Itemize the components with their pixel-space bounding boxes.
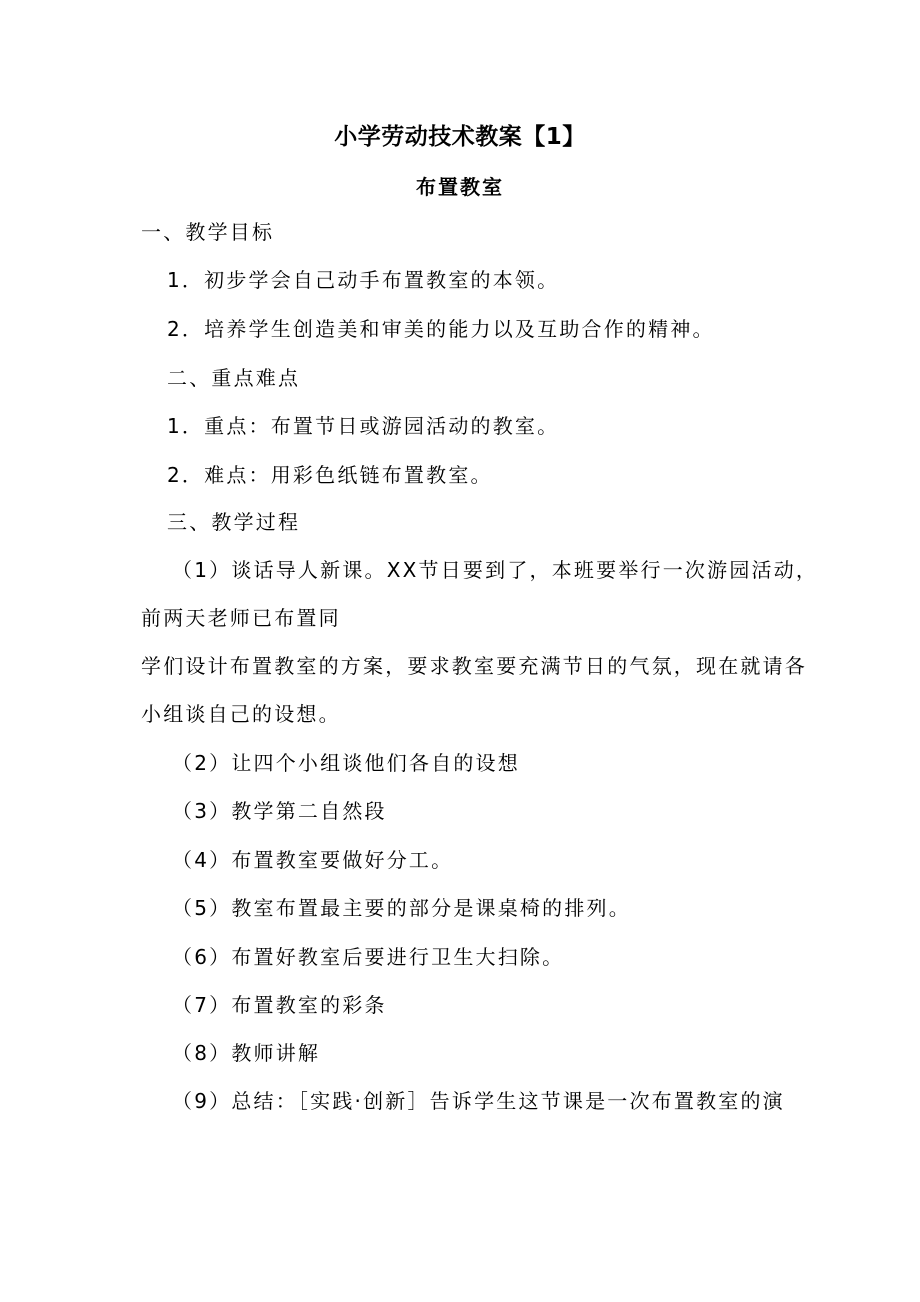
section-heading-process: 三、教学过程 [167, 510, 301, 534]
process-paragraph-line: 小组谈自己的设想。 [141, 702, 341, 726]
section-heading-key-points: 二、重点难点 [167, 366, 301, 390]
key-point-item-1: 1．重点：布置节日或游园活动的教室。 [167, 414, 560, 438]
document-subtitle: 布置教室 [416, 175, 504, 199]
objective-item-2: 2．培养学生创造美和审美的能力以及互助合作的精神。 [167, 317, 715, 341]
process-paragraph-line: 前两天老师已布置同 [141, 606, 341, 630]
process-step: （4）布置教室要做好分工。 [172, 848, 454, 872]
process-step: （3）教学第二自然段 [172, 799, 387, 823]
process-step: （5）教室布置最主要的部分是课桌椅的排列。 [172, 896, 631, 920]
process-step: （8）教师讲解 [172, 1041, 321, 1065]
process-step: （6）布置好教室后要进行卫生大扫除。 [172, 945, 565, 969]
process-paragraph-line: （1）谈话导人新课。XX节日要到了，本班要举行一次游园活动， [172, 558, 819, 582]
process-step: （9）总结：［实践·创新］告诉学生这节课是一次布置教室的演 [172, 1089, 785, 1113]
key-point-item-2: 2．难点：用彩色纸链布置教室。 [167, 463, 493, 487]
process-step: （2）让四个小组谈他们各自的设想 [172, 751, 520, 775]
section-heading-objectives: 一、教学目标 [141, 220, 275, 244]
objective-item-1: 1．初步学会自己动手布置教室的本领。 [167, 268, 560, 292]
document-title: 小学劳动技术教案【1】 [334, 124, 586, 150]
process-paragraph-line: 学们设计布置教室的方案，要求教室要充满节日的气氛，现在就请各 [141, 654, 807, 678]
process-step: （7）布置教室的彩条 [172, 993, 387, 1017]
